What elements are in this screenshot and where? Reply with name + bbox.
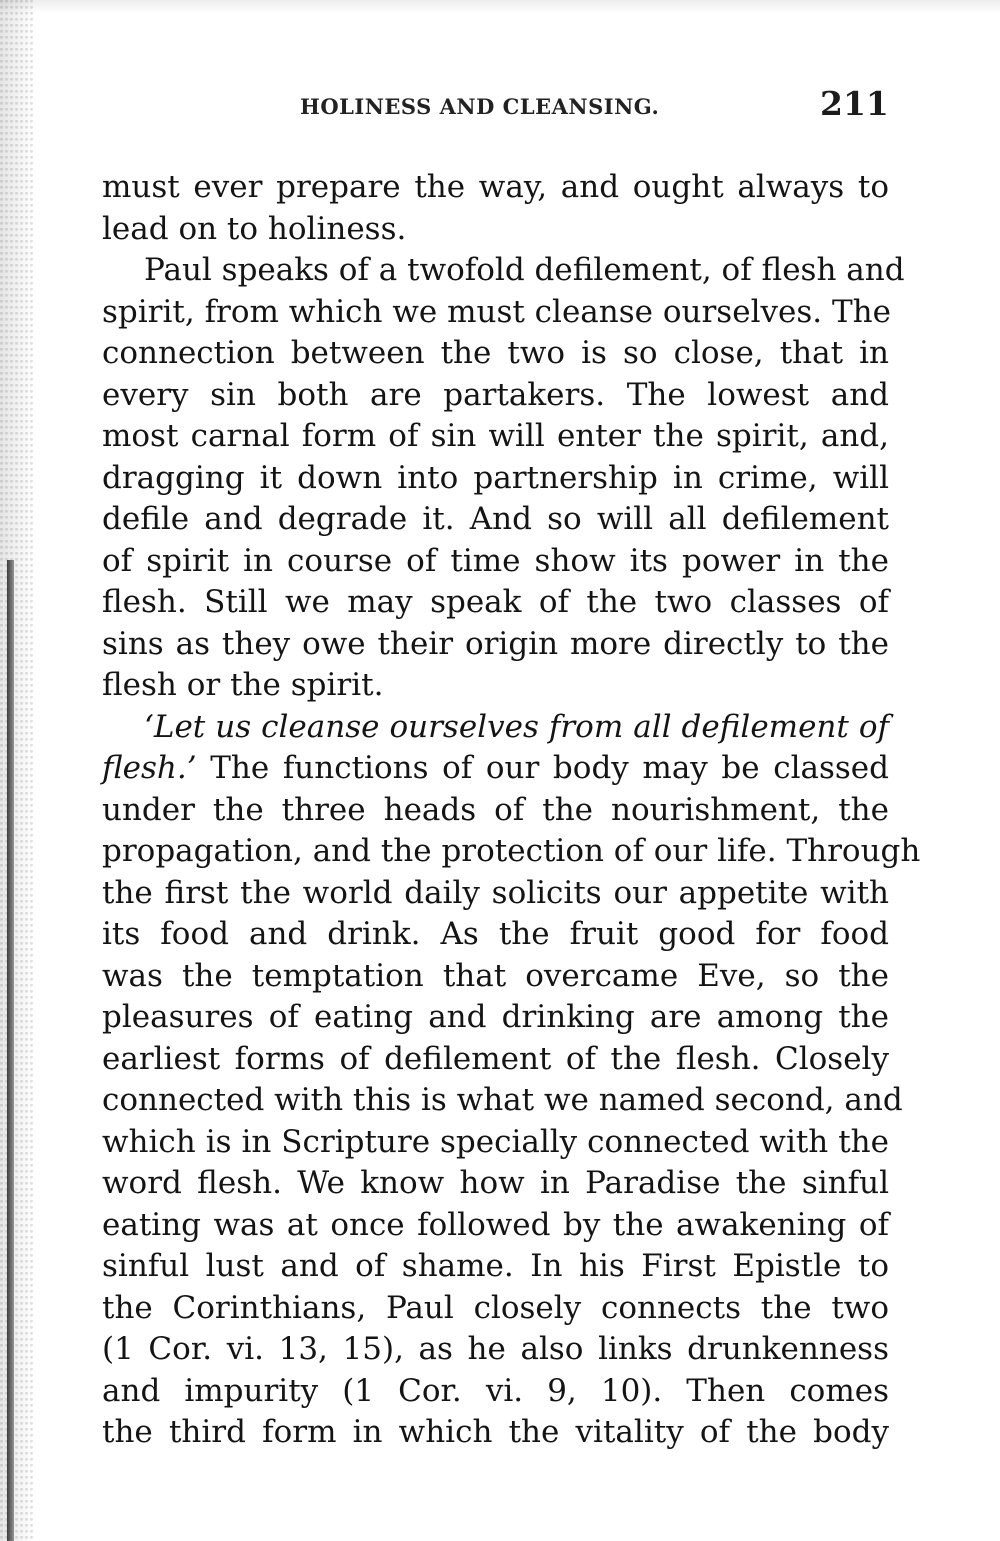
- text-line: its food and drink. As the fruit good for food: [102, 916, 889, 952]
- text-line: most carnal form of sin will enter the spirit, and,: [102, 418, 889, 454]
- running-title: HOLINESS AND CLEANSING.: [300, 94, 660, 119]
- text-line: flesh or the spirit.: [102, 667, 384, 703]
- text-line: must ever prepare the way, and ought always to: [102, 169, 889, 205]
- scan-shadow-left: [0, 0, 34, 1541]
- text-line: flesh. Still we may speak of the two classes of: [102, 584, 889, 620]
- text-line: under the three heads of the nourishment, the: [102, 791, 889, 828]
- text-line: eating was at once followed by the awakening of: [102, 1206, 889, 1243]
- body-text: [102, 167, 921, 1454]
- text-line: propagation, and the protection of our life. Through: [102, 833, 921, 869]
- text-line: sins as they owe their origin more directly to the: [102, 625, 889, 662]
- text-line: every sin both are partakers. The lowest and: [102, 376, 889, 413]
- text-line: word flesh. We know how in Paradise the sinful: [102, 1165, 889, 1201]
- paragraph-first-line: Paul speaks of a twofold defilement, of flesh and: [144, 252, 905, 288]
- text-line: flesh.’ The functions of our body may be classed: [102, 750, 889, 786]
- text-line: of spirit in course of time show its power in the: [102, 542, 889, 579]
- page-number: 211: [820, 84, 889, 123]
- text-line: lead on to holiness.: [102, 210, 407, 247]
- text-line: was the temptation that overcame Eve, so the: [102, 957, 889, 994]
- text-line: the third form in which the vitality of the body: [102, 1414, 889, 1450]
- text-line: defile and degrade it. And so will all defilement: [102, 501, 889, 537]
- quoted-scripture: flesh.’: [102, 750, 197, 786]
- text-line: the Corinthians, Paul closely connects the two: [102, 1289, 889, 1326]
- text-line: pleasures of eating and drinking are among the: [102, 999, 889, 1035]
- text-line: connected with this is what we named second, and: [102, 1082, 903, 1118]
- paragraph-first-line: [102, 707, 889, 749]
- text-line: (1 Cor. vi. 13, 15), as he also links drunkenness: [102, 1331, 889, 1367]
- text-line: spirit, from which we must cleanse ourselves. The: [102, 293, 891, 330]
- text-line: sinful lust and of shame. In his First Epistle to: [102, 1248, 889, 1284]
- text-line: earliest forms of defilement of the flesh. Closely: [102, 1040, 889, 1077]
- text-line: which is in Scripture specially connected with the: [102, 1123, 889, 1160]
- scan-shadow-top: [0, 0, 1000, 14]
- text-line: dragging it down into partnership in crime, will: [102, 459, 889, 496]
- text-line: the first the world daily solicits our appetite with: [102, 874, 889, 911]
- binding-edge: [7, 560, 14, 1541]
- quoted-scripture: ‘Let us cleanse ourselves from all defilement of: [144, 708, 889, 745]
- text-line: and impurity (1 Cor. vi. 9, 10). Then comes: [102, 1372, 889, 1409]
- text-line: connection between the two is so close, that in: [102, 335, 889, 371]
